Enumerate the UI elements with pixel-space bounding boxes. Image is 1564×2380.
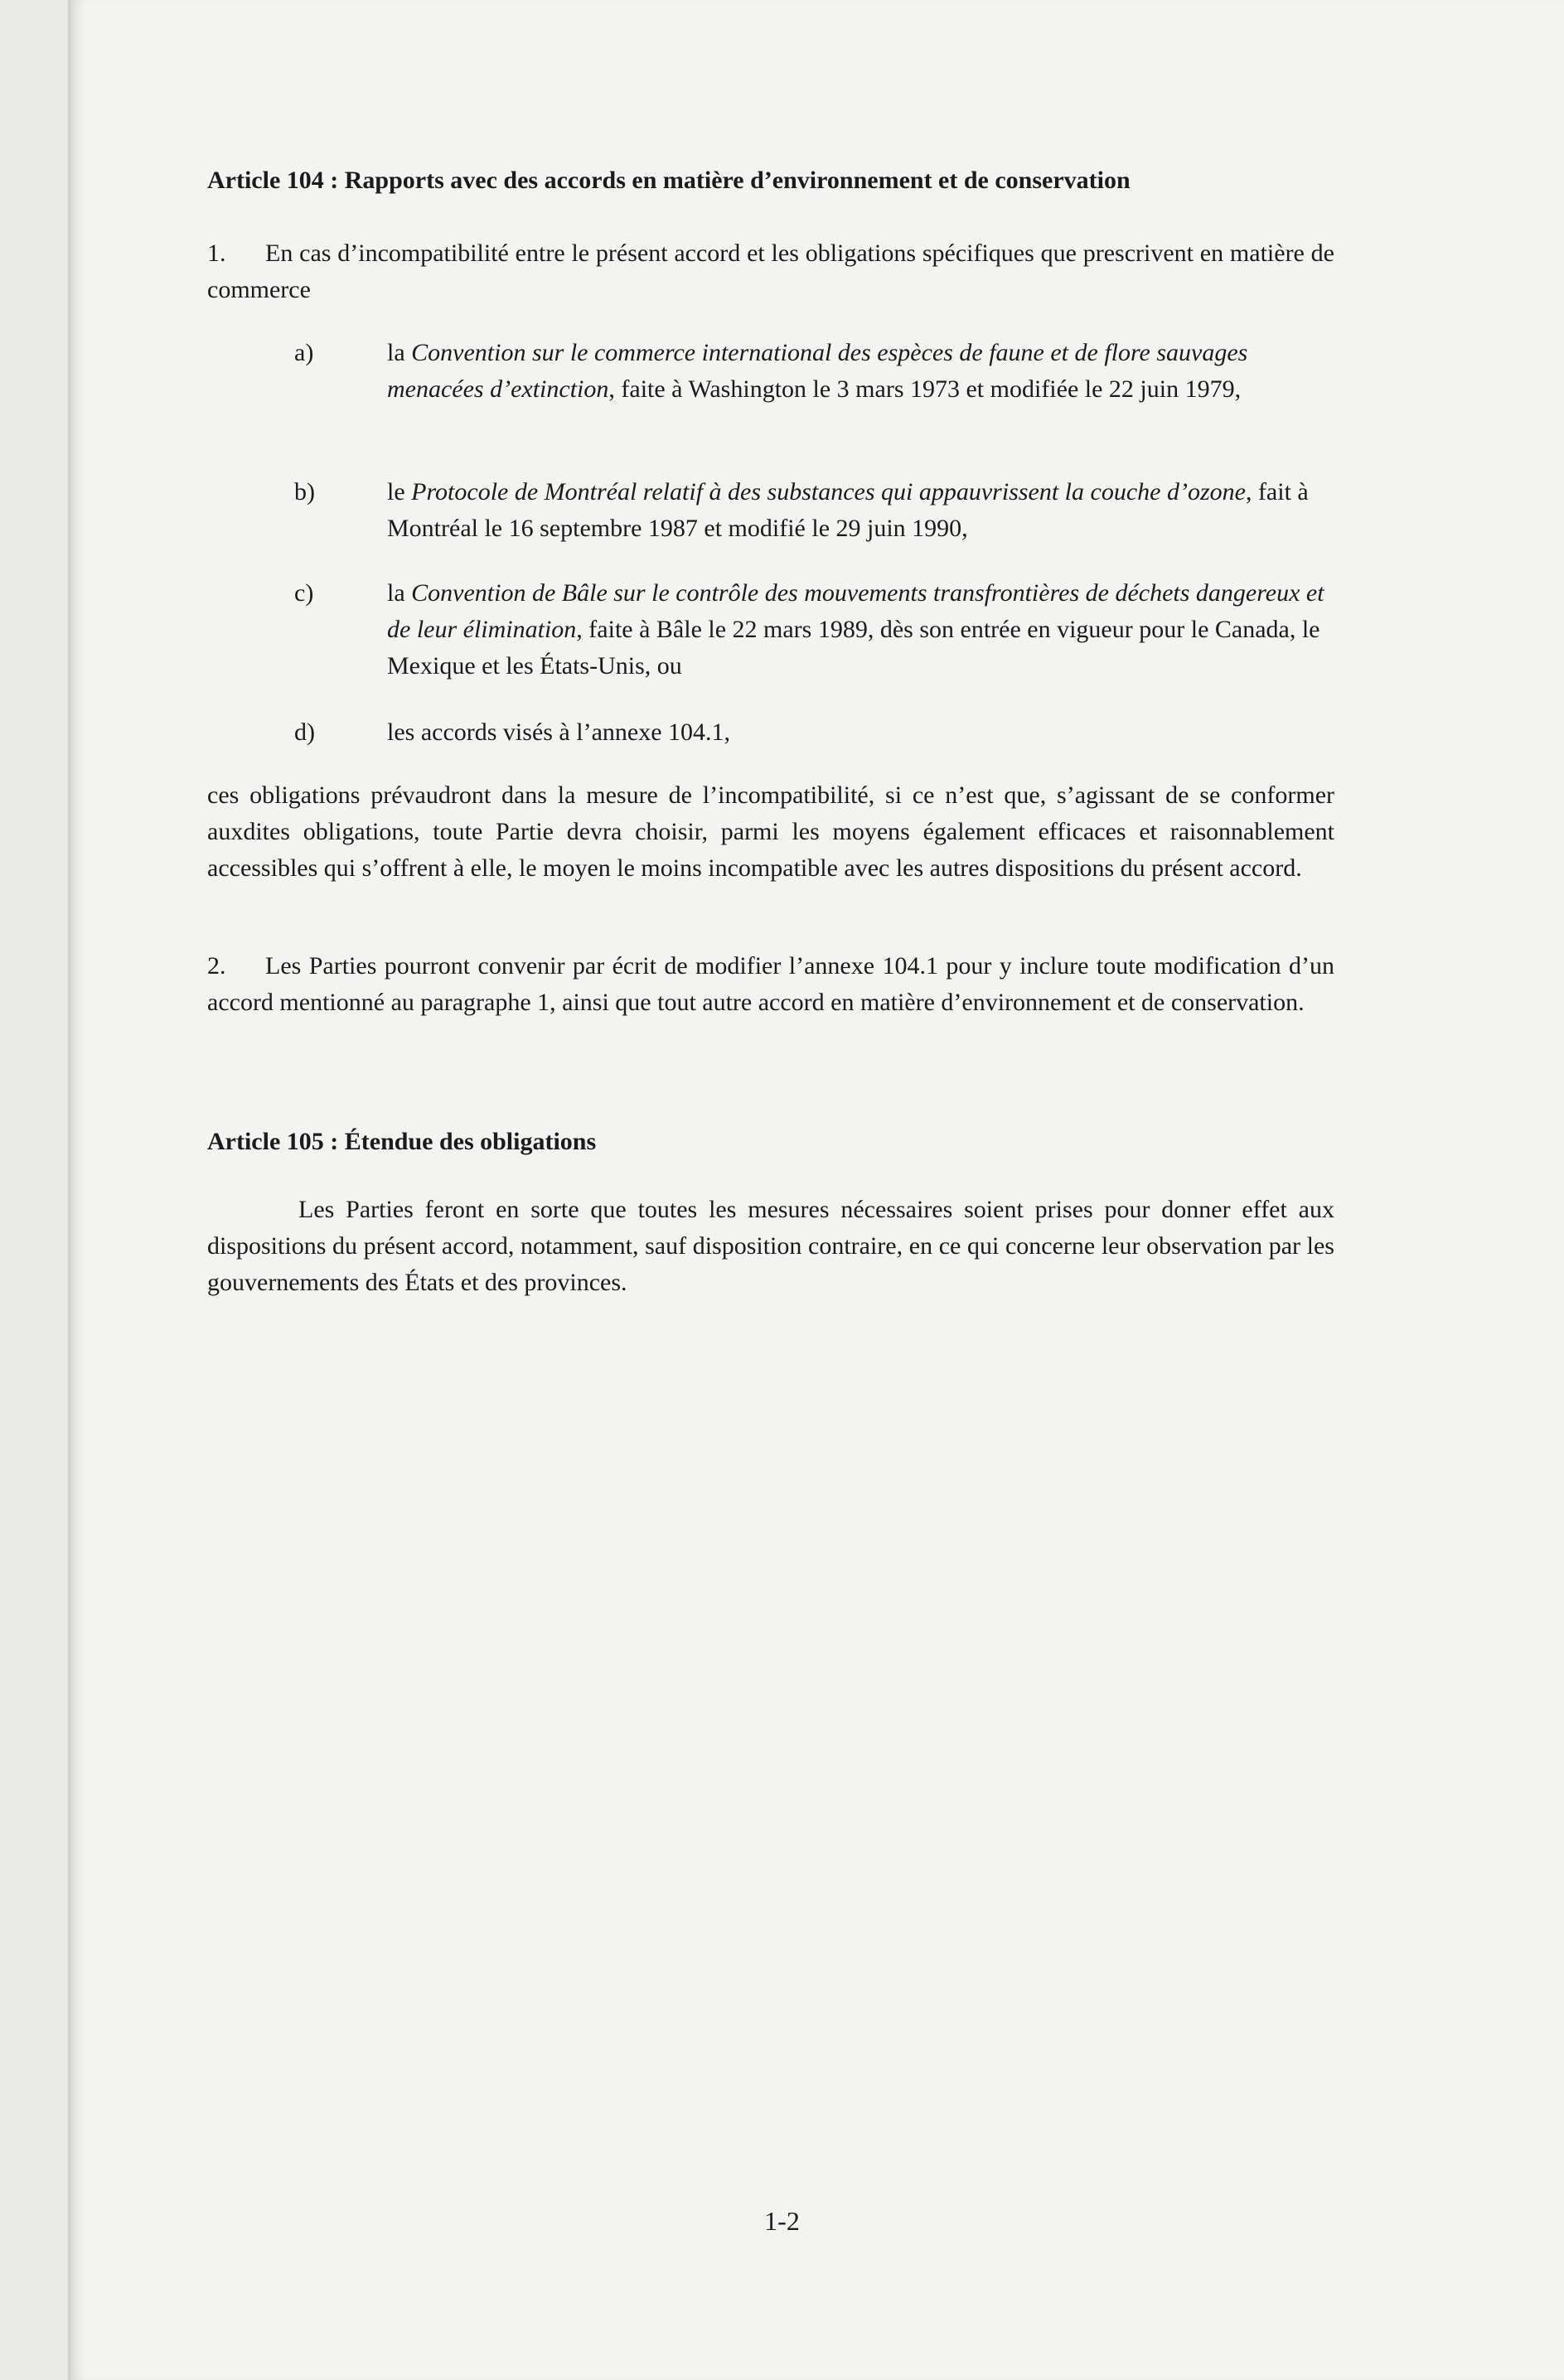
list-item-label: d) — [294, 718, 315, 746]
list-item-b — [294, 474, 1334, 547]
list-item-text: les accords visés à l’annexe 104.1, — [387, 718, 731, 746]
page-number: 1-2 — [764, 2206, 800, 2236]
article-104-paragraph-1 — [207, 235, 1334, 308]
paragraph-text: Les Parties pourront convenir par écrit de modifier l’annexe 104.1 pour y inclure toute modification d’un accord mentionné au paragraphe 1, ainsi que tout autre accord en matière d’environnement et de conservation. — [207, 952, 1334, 1016]
paragraph-text: Les Parties feront en sorte que toutes les mesures nécessaires soient prises pour donner effet aux dispositions du présent accord, notamment, sauf disposition contraire, en ce qui concerne leur observation par les gouvernements des États et des provinces. — [207, 1196, 1334, 1296]
paragraph-text: En cas d’incompatibilité entre le présent accord et les obligations spécifiques que prescrivent en matière de commerce — [207, 239, 1334, 303]
list-item-text: le Protocole de Montréal relatif à des substances qui appauvrissent la couche d’ozone, fait à Montréal le 16 septembre 1987 et modifié le 29 juin 1990, — [387, 478, 1309, 542]
list-item-label: b) — [294, 478, 315, 506]
list-item-text: la Convention de Bâle sur le contrôle des mouvements transfrontières de déchets dangereux et de leur élimination, faite à Bâle le 22 mars 1989, dès son entrée en vigueur pour le Canada, le Mexique et les États-Unis, ou — [387, 579, 1324, 680]
article-105-paragraph — [207, 1192, 1334, 1301]
list-item-text: la Convention sur le commerce international des espèces de faune et de flore sauvages menacées d’extinction, faite à Washington le 3 mars 1973 et modifiée le 22 juin 1979, — [387, 339, 1248, 403]
article-105-heading: Article 105 : Étendue des obligations — [207, 1128, 597, 1155]
treaty-title: Convention de Bâle sur le contrôle des mouvements transfrontières de déchets dangereux et de leur élimination — [387, 579, 1324, 643]
list-item-c — [294, 575, 1334, 684]
list-item-label: a) — [294, 339, 314, 366]
list-item-a — [294, 335, 1334, 408]
treaty-title: Protocole de Montréal relatif à des substances qui appauvrissent la couche d’ozone — [411, 478, 1246, 506]
list-item-label: c) — [294, 579, 314, 607]
list-item-d — [294, 714, 1334, 751]
treaty-title: Convention sur le commerce international des espèces de faune et de flore sauvages menacées d’extinction — [387, 339, 1248, 403]
article-104-heading: Article 104 : Rapports avec des accords en matière d’environnement et de conservation — [207, 167, 1131, 194]
paragraph-number: 2. — [207, 952, 226, 980]
article-104-paragraph-1-conclusion: ces obligations prévaudront dans la mesure de l’incompatibilité, si ce n’est que, s’agissant de se conformer auxdites obligations, toute Partie devra choisir, parmi les moyens également efficaces et raisonnablement accessibles qui s’offrent à elle, le moyen le moins incompatible avec les autres dispositions du présent accord. — [207, 781, 1334, 882]
article-104-paragraph-2 — [207, 948, 1334, 1021]
paragraph-number: 1. — [207, 239, 226, 267]
